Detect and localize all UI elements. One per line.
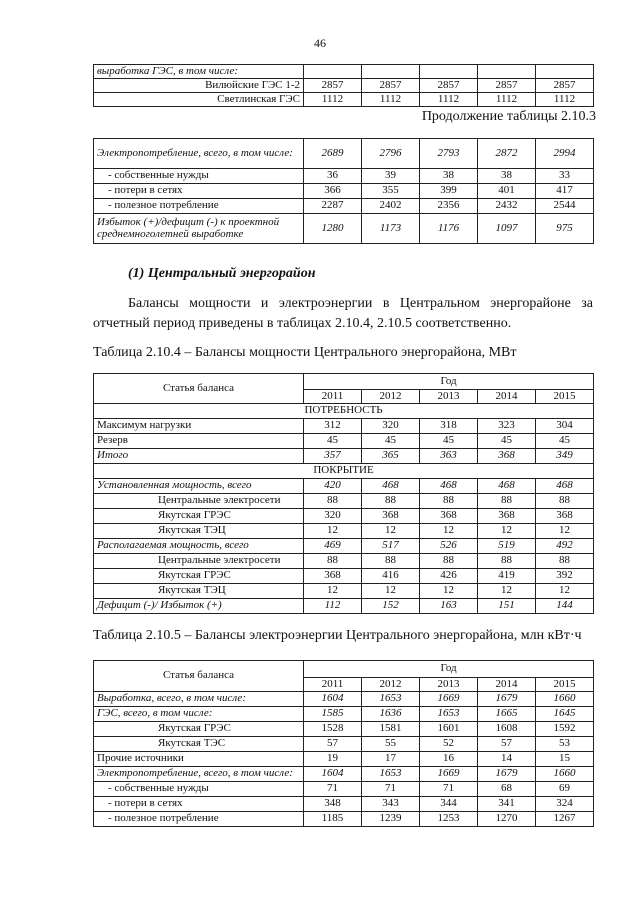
table-cell: 517 bbox=[362, 539, 420, 554]
table-cell: 88 bbox=[478, 494, 536, 509]
table-row bbox=[94, 737, 594, 752]
table-cell: 312 bbox=[304, 419, 362, 434]
table-cell: 304 bbox=[536, 419, 594, 434]
table-cell: 426 bbox=[420, 569, 478, 584]
table-row bbox=[94, 752, 594, 767]
table-cell: 2994 bbox=[536, 139, 594, 169]
row-label: - собственные нужды bbox=[94, 169, 304, 184]
row-label: - собственные нужды bbox=[94, 782, 304, 797]
table-cell: 1653 bbox=[420, 707, 478, 722]
table-cell: 357 bbox=[304, 449, 362, 464]
table-cell: 468 bbox=[362, 479, 420, 494]
table-cell: 15 bbox=[536, 752, 594, 767]
table-cell: 324 bbox=[536, 797, 594, 812]
table-cell: 468 bbox=[420, 479, 478, 494]
table-cell: 2356 bbox=[420, 199, 478, 214]
table-cell: 88 bbox=[536, 494, 594, 509]
table-cell: 368 bbox=[362, 509, 420, 524]
row-label: Электропотребление, всего, в том числе: bbox=[94, 139, 304, 169]
table-2-10-5-caption: Таблица 2.10.5 – Балансы электроэнергии Центрального энергорайона, млн кВт·ч bbox=[93, 628, 582, 643]
table-cell bbox=[362, 65, 420, 79]
table-cell: 1267 bbox=[536, 812, 594, 827]
table-cell: 468 bbox=[478, 479, 536, 494]
body-paragraph bbox=[93, 294, 593, 334]
table-cell: 401 bbox=[478, 184, 536, 199]
table-cell: 1581 bbox=[362, 722, 420, 737]
table-cell: 1636 bbox=[362, 707, 420, 722]
table-cell: 12 bbox=[536, 584, 594, 599]
table-cell: 1112 bbox=[420, 93, 478, 107]
table-cell: 112 bbox=[304, 599, 362, 614]
table-cell: 45 bbox=[536, 434, 594, 449]
table-cell: 368 bbox=[304, 569, 362, 584]
table-cell: 2857 bbox=[536, 79, 594, 93]
row-label: ПОТРЕБНОСТЬ bbox=[94, 404, 594, 419]
row-label: - потери в сетях bbox=[94, 797, 304, 812]
table-row bbox=[94, 494, 594, 509]
table-cell: 2689 bbox=[304, 139, 362, 169]
table-cell: 392 bbox=[536, 569, 594, 584]
table-row bbox=[94, 707, 594, 722]
table-2-10-4-caption: Таблица 2.10.4 – Балансы мощности Центрального энергорайона, МВт bbox=[93, 345, 517, 360]
table-cell: 975 bbox=[536, 214, 594, 244]
table-cell: 88 bbox=[304, 494, 362, 509]
table-row bbox=[94, 404, 594, 419]
row-label: Избыток (+)/дефицит (-) к проектной среднемноголетней выработке bbox=[94, 214, 304, 244]
table-cell: 45 bbox=[362, 434, 420, 449]
row-label: выработка ГЭС, в том числе: bbox=[94, 65, 304, 79]
table-row bbox=[94, 509, 594, 524]
table-cell: 12 bbox=[362, 584, 420, 599]
table-cell: 2857 bbox=[420, 79, 478, 93]
body-paragraph-text: Балансы мощности и электроэнергии в Центральном энергорайоне за отчетный период приведены в таблицах 2.10.4, 2.10.5 соответственно. bbox=[93, 296, 593, 331]
table-cell: 1112 bbox=[362, 93, 420, 107]
table-cell: 1280 bbox=[304, 214, 362, 244]
year-column-header: 2015 bbox=[536, 390, 594, 404]
table-cell: 1239 bbox=[362, 812, 420, 827]
table-row bbox=[94, 599, 594, 614]
table-cell: 57 bbox=[304, 737, 362, 752]
table-cell: 1173 bbox=[362, 214, 420, 244]
table-row bbox=[94, 782, 594, 797]
table-cell: 368 bbox=[536, 509, 594, 524]
column-header-item: Статья баланса bbox=[94, 374, 304, 404]
table-cell: 469 bbox=[304, 539, 362, 554]
table-cell: 344 bbox=[420, 797, 478, 812]
row-label: ГЭС, всего, в том числе: bbox=[94, 707, 304, 722]
year-column-header: 2012 bbox=[362, 678, 420, 692]
table-row bbox=[94, 524, 594, 539]
table-cell: 1608 bbox=[478, 722, 536, 737]
row-label: Якутская ТЭС bbox=[94, 737, 304, 752]
year-header: Год bbox=[304, 661, 594, 678]
table-cell: 1669 bbox=[420, 692, 478, 707]
row-label: Якутская ТЭЦ bbox=[94, 584, 304, 599]
table-cell: 69 bbox=[536, 782, 594, 797]
table-cell: 468 bbox=[536, 479, 594, 494]
row-label: Якутская ГРЭС bbox=[94, 509, 304, 524]
row-label: Центральные электросети bbox=[94, 494, 304, 509]
table-cell: 12 bbox=[304, 584, 362, 599]
table-cell: 39 bbox=[362, 169, 420, 184]
section-heading: (1) Центральный энергорайон bbox=[128, 266, 316, 281]
table-cell: 399 bbox=[420, 184, 478, 199]
table-cell: 1653 bbox=[362, 692, 420, 707]
table-2-10-5 bbox=[93, 660, 594, 827]
year-column-header: 2011 bbox=[304, 390, 362, 404]
table-cell: 323 bbox=[478, 419, 536, 434]
table-row bbox=[94, 169, 594, 184]
table-cell: 151 bbox=[478, 599, 536, 614]
table-cell: 526 bbox=[420, 539, 478, 554]
year-column-header: 2013 bbox=[420, 390, 478, 404]
row-label: Прочие источники bbox=[94, 752, 304, 767]
table-cell: 38 bbox=[478, 169, 536, 184]
table-cell: 57 bbox=[478, 737, 536, 752]
table-cell: 17 bbox=[362, 752, 420, 767]
year-column-header: 2012 bbox=[362, 390, 420, 404]
row-label: Вилюйские ГЭС 1-2 bbox=[94, 79, 304, 93]
table-cell: 2402 bbox=[362, 199, 420, 214]
table-cell bbox=[420, 65, 478, 79]
table-row bbox=[94, 434, 594, 449]
table-row bbox=[94, 449, 594, 464]
table-row bbox=[94, 184, 594, 199]
table-cell: 38 bbox=[420, 169, 478, 184]
year-column-header: 2014 bbox=[478, 678, 536, 692]
table-cell: 88 bbox=[420, 554, 478, 569]
row-label: ПОКРЫТИЕ bbox=[94, 464, 594, 479]
table-cell: 71 bbox=[420, 782, 478, 797]
table-cell: 355 bbox=[362, 184, 420, 199]
table-cell: 1585 bbox=[304, 707, 362, 722]
table-cell: 16 bbox=[420, 752, 478, 767]
table-cell: 366 bbox=[304, 184, 362, 199]
table-cell: 45 bbox=[478, 434, 536, 449]
row-label: Резерв bbox=[94, 434, 304, 449]
table-row bbox=[94, 584, 594, 599]
table-cell: 320 bbox=[362, 419, 420, 434]
table-cell: 1660 bbox=[536, 767, 594, 782]
table-cell: 12 bbox=[478, 584, 536, 599]
table-cell: 1679 bbox=[478, 692, 536, 707]
table-row bbox=[94, 539, 594, 554]
table-cell: 1653 bbox=[362, 767, 420, 782]
table-cell: 2872 bbox=[478, 139, 536, 169]
table-cell: 1660 bbox=[536, 692, 594, 707]
year-column-header: 2011 bbox=[304, 678, 362, 692]
table-cell: 2544 bbox=[536, 199, 594, 214]
table-cell: 349 bbox=[536, 449, 594, 464]
table-cell: 1592 bbox=[536, 722, 594, 737]
table-cell: 2857 bbox=[478, 79, 536, 93]
table-cell: 2857 bbox=[304, 79, 362, 93]
table-cell: 1112 bbox=[536, 93, 594, 107]
table-cell: 419 bbox=[478, 569, 536, 584]
row-label: Якутская ТЭЦ bbox=[94, 524, 304, 539]
table-cell: 368 bbox=[478, 509, 536, 524]
table-cell: 12 bbox=[362, 524, 420, 539]
table-cell: 12 bbox=[478, 524, 536, 539]
row-label: Якутская ГРЭС bbox=[94, 722, 304, 737]
year-column-header: 2013 bbox=[420, 678, 478, 692]
table-cell: 36 bbox=[304, 169, 362, 184]
table-cell: 2796 bbox=[362, 139, 420, 169]
row-label: Итого bbox=[94, 449, 304, 464]
table-cell: 12 bbox=[420, 584, 478, 599]
table-row bbox=[94, 692, 594, 707]
row-label: Установленная мощность, всего bbox=[94, 479, 304, 494]
table-row bbox=[94, 554, 594, 569]
table-cell: 2857 bbox=[362, 79, 420, 93]
year-header: Год bbox=[304, 374, 594, 390]
table-cell: 12 bbox=[420, 524, 478, 539]
table-cell: 163 bbox=[420, 599, 478, 614]
row-label: Максимум нагрузки bbox=[94, 419, 304, 434]
table-row bbox=[94, 139, 594, 169]
table-cell: 318 bbox=[420, 419, 478, 434]
table-cell: 416 bbox=[362, 569, 420, 584]
table-cell: 19 bbox=[304, 752, 362, 767]
table-cell: 348 bbox=[304, 797, 362, 812]
table-cell: 1097 bbox=[478, 214, 536, 244]
table-cell: 14 bbox=[478, 752, 536, 767]
table-row bbox=[94, 797, 594, 812]
table-cell: 365 bbox=[362, 449, 420, 464]
table-cell: 55 bbox=[362, 737, 420, 752]
table-row bbox=[94, 214, 594, 244]
table-cell: 2793 bbox=[420, 139, 478, 169]
table-row bbox=[94, 464, 594, 479]
table-cell: 53 bbox=[536, 737, 594, 752]
table-row bbox=[94, 79, 594, 93]
row-label: - полезное потребление bbox=[94, 199, 304, 214]
table-cell: 88 bbox=[362, 494, 420, 509]
table-cell: 1270 bbox=[478, 812, 536, 827]
table-cell: 88 bbox=[536, 554, 594, 569]
table-cell: 1601 bbox=[420, 722, 478, 737]
table-cell: 519 bbox=[478, 539, 536, 554]
column-header-item: Статья баланса bbox=[94, 661, 304, 692]
table-cell: 2432 bbox=[478, 199, 536, 214]
year-column-header: 2014 bbox=[478, 390, 536, 404]
table-2-10-4 bbox=[93, 373, 594, 614]
table-cell: 1112 bbox=[304, 93, 362, 107]
table-row bbox=[94, 93, 594, 107]
table-2-10-3-continuation bbox=[93, 138, 594, 244]
table-2-10-3-fragment bbox=[93, 64, 594, 107]
table-cell: 144 bbox=[536, 599, 594, 614]
table-cell: 1528 bbox=[304, 722, 362, 737]
table-cell: 152 bbox=[362, 599, 420, 614]
row-label: Дефицит (-)/ Избыток (+) bbox=[94, 599, 304, 614]
continuation-label: Продолжение таблицы 2.10.3 bbox=[421, 109, 596, 124]
table-cell: 52 bbox=[420, 737, 478, 752]
table-cell: 368 bbox=[478, 449, 536, 464]
table-row bbox=[94, 812, 594, 827]
table-row bbox=[94, 767, 594, 782]
table-cell bbox=[304, 65, 362, 79]
table-cell: 88 bbox=[420, 494, 478, 509]
table-cell: 2287 bbox=[304, 199, 362, 214]
table-cell: 88 bbox=[304, 554, 362, 569]
row-label: Выработка, всего, в том числе: bbox=[94, 692, 304, 707]
table-row bbox=[94, 419, 594, 434]
table-cell: 343 bbox=[362, 797, 420, 812]
table-cell: 492 bbox=[536, 539, 594, 554]
table-cell: 45 bbox=[420, 434, 478, 449]
table-cell: 88 bbox=[478, 554, 536, 569]
table-cell: 320 bbox=[304, 509, 362, 524]
table-cell: 68 bbox=[478, 782, 536, 797]
row-label: Якутская ГРЭС bbox=[94, 569, 304, 584]
table-cell: 1665 bbox=[478, 707, 536, 722]
table-row bbox=[94, 199, 594, 214]
page-number: 46 bbox=[314, 36, 326, 50]
table-cell: 88 bbox=[362, 554, 420, 569]
row-label: - потери в сетях bbox=[94, 184, 304, 199]
table-cell: 368 bbox=[420, 509, 478, 524]
table-cell: 1669 bbox=[420, 767, 478, 782]
year-column-header: 2015 bbox=[536, 678, 594, 692]
table-cell: 363 bbox=[420, 449, 478, 464]
table-cell: 33 bbox=[536, 169, 594, 184]
table-row bbox=[94, 569, 594, 584]
table-cell: 1185 bbox=[304, 812, 362, 827]
table-cell bbox=[478, 65, 536, 79]
row-label: Электропотребление, всего, в том числе: bbox=[94, 767, 304, 782]
table-cell: 45 bbox=[304, 434, 362, 449]
row-label: Светлинская ГЭС bbox=[94, 93, 304, 107]
table-cell: 12 bbox=[304, 524, 362, 539]
table-cell: 1253 bbox=[420, 812, 478, 827]
table-cell: 71 bbox=[304, 782, 362, 797]
table-cell: 71 bbox=[362, 782, 420, 797]
table-cell: 12 bbox=[536, 524, 594, 539]
table-cell: 1604 bbox=[304, 692, 362, 707]
row-label: Центральные электросети bbox=[94, 554, 304, 569]
table-cell bbox=[536, 65, 594, 79]
row-label: Располагаемая мощность, всего bbox=[94, 539, 304, 554]
table-row bbox=[94, 722, 594, 737]
table-cell: 1112 bbox=[478, 93, 536, 107]
row-label: - полезное потребление bbox=[94, 812, 304, 827]
table-row bbox=[94, 479, 594, 494]
table-cell: 1176 bbox=[420, 214, 478, 244]
table-cell: 1645 bbox=[536, 707, 594, 722]
table-cell: 1679 bbox=[478, 767, 536, 782]
table-cell: 417 bbox=[536, 184, 594, 199]
table-cell: 420 bbox=[304, 479, 362, 494]
table-row bbox=[94, 65, 594, 79]
table-cell: 1604 bbox=[304, 767, 362, 782]
table-cell: 341 bbox=[478, 797, 536, 812]
